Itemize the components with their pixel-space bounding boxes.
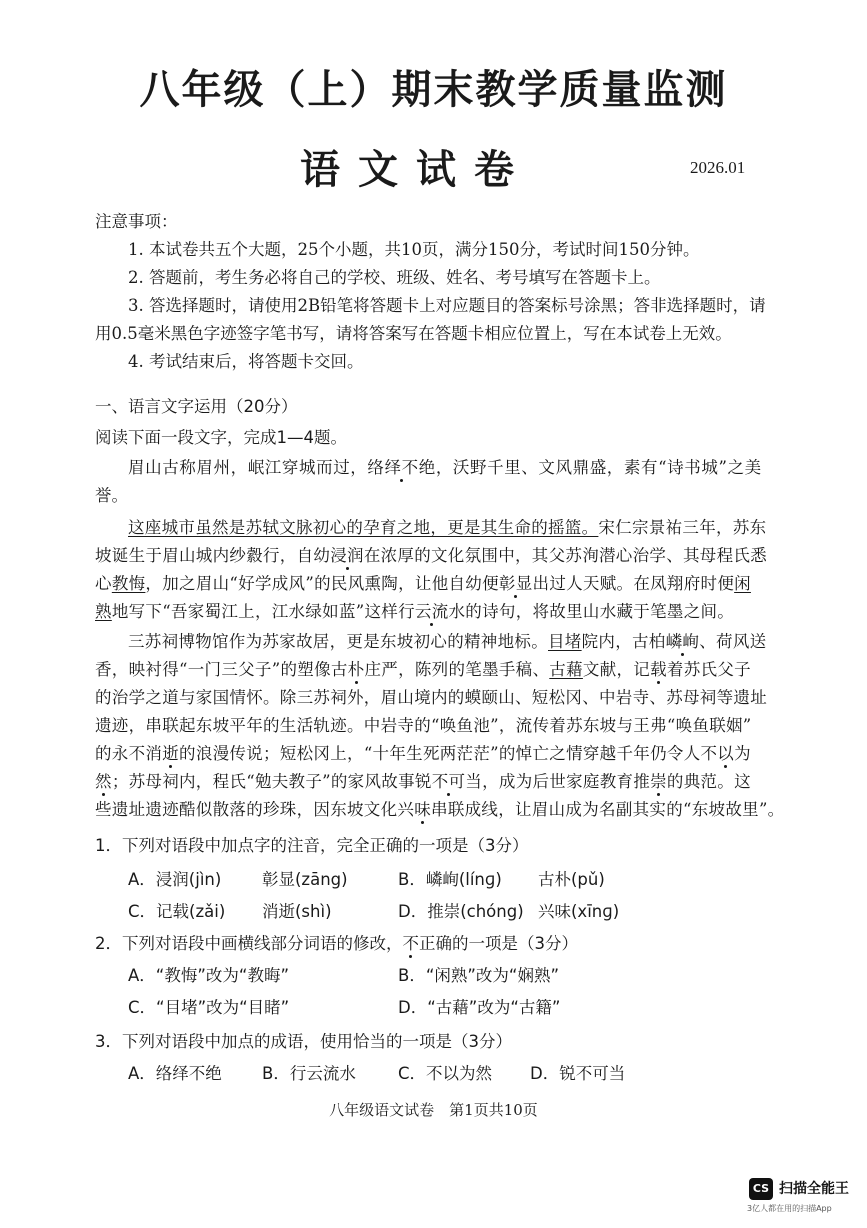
exam-date: 2026.01: [690, 158, 746, 177]
notice-item-3: 3. 答选择题时，请使用2B铅笔将答题卡上对应题目的答案标号涂黑；答非选择题时，请: [128, 296, 766, 315]
q1-option-b: B．嶙峋(línɡ): [398, 870, 502, 889]
underlined-word: 教悔: [111, 574, 146, 593]
passage-line: 然；苏母祠内，程氏“勉夫教子”的家风故事锐不可当，成为后世家庭教育推崇的典范。这: [95, 772, 751, 791]
q2-option-b: B．“闲熟”改为“娴熟”: [398, 966, 560, 985]
passage-line: 熟地写下“吾家蜀江上，江水绿如蓝”这样行云流水的诗句，将故里山水藏于笔墨之间。: [95, 602, 735, 621]
watermark-subtitle: 3亿人都在用的扫描App: [747, 1204, 832, 1213]
passage-line: 三苏祠博物馆作为苏家故居，更是东坡初心的精神地标。目堵院内，古柏嶙峋、荷风送: [128, 632, 767, 651]
section-instruction: 阅读下面一段文字，完成1—4题。: [95, 428, 347, 447]
passage-line: 坡诞生于眉山城内纱縠行，自幼浸润在浓厚的文化氛围中，其父苏洵潜心治学、其母程氏悉: [95, 546, 768, 565]
passage-line: 誉。: [95, 486, 128, 505]
q1-option-a: A．浸润(jìn): [128, 870, 222, 889]
page-footer: 八年级语文试卷 第1页共10页: [329, 1101, 538, 1119]
underlined-word: 目堵: [548, 632, 582, 651]
underlined-word: 熟: [95, 602, 112, 621]
underlined-sentence: 这座城市虽然是苏轼文脉初心的孕育之地，更是其生命的摇篮。: [128, 518, 599, 537]
q3-option-a: A．络绎不绝: [128, 1064, 222, 1083]
q3-option-c: C．不以为然: [398, 1064, 493, 1083]
notice-item-2: 2. 答题前，考生务必将自己的学校、班级、姓名、考号填写在答题卡上。: [128, 268, 661, 287]
section-heading: 一、语言文字运用（20分）: [95, 397, 298, 416]
notice-item-3-cont: 用0.5毫米黑色字迹签字笔书写，请将答案写在答题卡相应位置上，写在本试卷上无效。: [95, 324, 732, 343]
passage-line: 些遗址遗迹酷似散落的珍珠，因东坡文化兴味串联成线，让眉山成为名副其实的“东坡故里”。: [95, 800, 785, 819]
dotted-idiom: 络绎不绝: [367, 458, 436, 477]
q2-option-d: D．“古藉”改为“古籍”: [398, 998, 561, 1017]
q3-option-b: B．行云流水: [262, 1064, 356, 1083]
passage-line: 的永不消逝的浪漫传说；短松冈上，“十年生死两茫茫”的悼亡之情穿越千年仍令人不以为: [95, 744, 751, 763]
exam-subtitle: 语文试卷: [300, 146, 532, 193]
passage-line: 这座城市虽然是苏轼文脉初心的孕育之地，更是其生命的摇篮。宋仁宗景祐三年，苏东: [128, 518, 767, 537]
q1-option-a-2: 彰显(zāng): [262, 870, 348, 889]
q2-option-a: A．“教悔”改为“教晦”: [128, 966, 289, 985]
q1-option-c-2: 消逝(shì): [262, 902, 332, 921]
passage-line: 遗迹，串联起东坡平年的生活轨迹。中岩寺的“唤鱼池”，流传着苏东坡与王弗“唤鱼联姻”: [95, 716, 752, 735]
passage-line: 眉山古称眉州，岷江穿城而过，络绎不绝，沃野千里、文风鼎盛，素有“诗书城”之美: [128, 458, 762, 477]
question-3-stem: 3．下列对语段中加点的成语，使用恰当的一项是（3分）: [95, 1032, 512, 1051]
q3-option-d: D．锐不可当: [530, 1064, 626, 1083]
passage-line: 的治学之道与家国情怀。除三苏祠外，眉山境内的蟆颐山、短松冈、中岩寺、苏母祠等遗址: [95, 688, 767, 707]
notice-item-4: 4. 考试结束后，将答题卡交回。: [128, 352, 364, 371]
passage-line: 心教悔，加之眉山“好学成风”的民风熏陶，让他自幼便彰显出过人天赋。在凤翔府时便闲: [95, 574, 751, 593]
underlined-word: 古藉: [549, 660, 583, 679]
watermark-name: 扫描全能王: [779, 1181, 849, 1197]
q1-option-d: D．推崇(chóng): [398, 902, 524, 921]
exam-title: 八年级（上）期末教学质量监测: [139, 66, 728, 113]
notice-heading: 注意事项：: [95, 212, 178, 231]
q1-option-c: C．记载(zǎi): [128, 902, 226, 921]
question-2-stem: 2．下列对语段中画横线部分词语的修改，不正确的一项是（3分）: [95, 934, 578, 953]
q1-option-b-2: 古朴(pǔ): [538, 870, 605, 889]
passage-line: 香，映衬得“一门三父子”的塑像古朴庄严，陈列的笔墨手稿、古藉文献，记载着苏氏父子: [95, 660, 751, 679]
notice-item-1: 1. 本试卷共五个大题，25个小题，共10页，满分150分，考试时间150分钟。: [128, 240, 700, 259]
question-1-stem: 1．下列对语段中加点字的注音，完全正确的一项是（3分）: [95, 836, 529, 855]
q2-option-c: C．“目堵”改为“目睹”: [128, 998, 290, 1017]
q1-option-d-2: 兴味(xīnɡ): [538, 902, 620, 921]
camscanner-logo-icon: CS: [749, 1178, 773, 1200]
